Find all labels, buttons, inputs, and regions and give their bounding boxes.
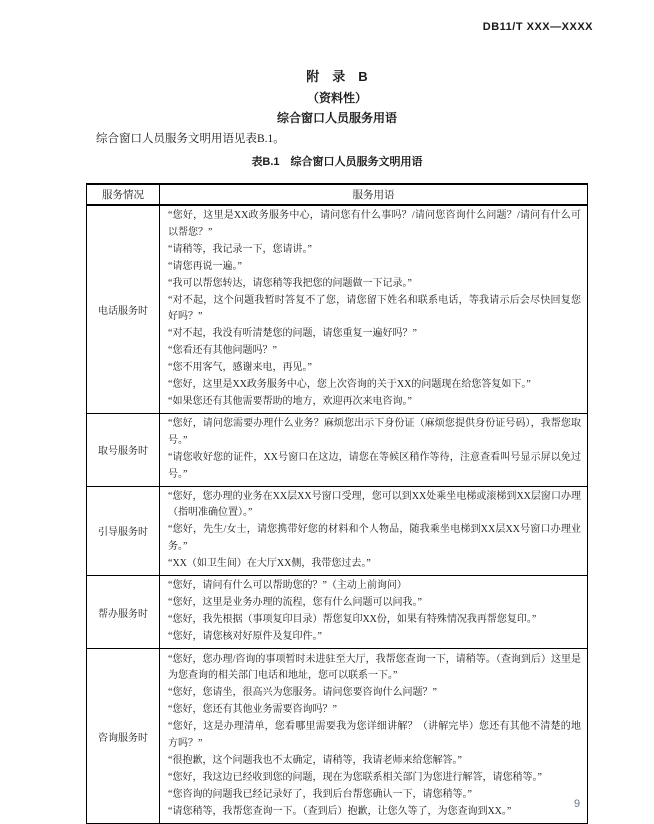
phrase-line: “您看还有其他问题吗？” [168,345,277,357]
phrases-cell [160,413,588,486]
phrase-line: “对不起，我没有听清楚您的问题，请您重复一遍好吗？” [168,328,417,340]
phrase-line: “您好，您请坐，很高兴为您服务。请问您要咨询什么问题？” [168,687,437,699]
phrases-cell [160,205,588,413]
phrase-line: “请您再说一遍。” [168,260,242,272]
table-row [87,205,588,413]
situation-cell: 电话服务时 [87,205,160,413]
column-header-phrases: 服务用语 [160,184,588,205]
table-row [87,576,588,649]
table-caption: 表B.1 综合窗口人员服务文明用语 [251,156,423,168]
table-row [87,486,588,576]
service-phrases-table [86,183,588,824]
page-number: 9 [574,798,581,810]
phrase-line: “您好，您办理的业务在XX层XX号窗口受理，您可以到XX处乘坐电梯或滚梯到XX层窗口办理（指明准确位置）。” [168,490,581,519]
table-row [87,649,588,824]
situation-cell: 取号服务时 [87,413,160,486]
phrase-line: “请稍等，我记录一下，您请讲。” [168,243,312,255]
standard-code-header: DB11/T XXX—XXXX [482,21,593,33]
situation-cell: 引导服务时 [87,486,160,576]
phrase-line: “您不用客气，感谢来电，再见。” [168,362,312,374]
situation-cell: 咨询服务时 [87,649,160,824]
phrase-line: “您好，先生/女士，请您携带好您的材料和个人物品，随我乘坐电梯到XX层XX号窗口办理业务。” [168,524,581,553]
phrase-line: “请您稍等，我帮您查询一下。（查到后）抱歉，让您久等了，为您查询到XX。” [168,805,512,817]
phrase-line: “很抱歉，这个问题我也不太确定，请稍等，我请老师来给您解答。” [168,754,462,766]
phrases-cell [160,649,588,824]
phrase-line: “您好，我先根据（事项复印目录）帮您复印XX份，如果有特殊情况我再帮您复印。” [168,614,537,626]
phrase-line: “您好，您办理/咨询的事项暂时未进驻至大厅，我帮您查询一下，请稍等。（查询到后）这里是为您查询的相关部门电话和地址，您可以联系一下。” [168,653,581,682]
table-header-row [87,184,588,205]
appendix-subtitle: （资料性） [306,91,367,105]
phrase-line: “您好，这里是业务办理的流程，您有什么问题可以问我。” [168,597,422,609]
table-row [87,413,588,486]
phrase-line: “您好，您还有其他业务需要咨询吗？” [168,704,337,716]
phrase-line: “您好，这里是XX政务服务中心，您上次咨询的关于XX的问题现在给您答复如下。” [168,379,531,391]
phrase-line: “您好，这里是XX政务服务中心，请问您有什么事吗？/请问您咨询什么问题？/请问有什么可以帮您？” [168,210,581,238]
phrase-line: “您好，我这边已经收到您的问题，现在为您联系相关部门为您进行解答，请您稍等。” [168,771,542,783]
situation-cell: 帮办服务时 [87,576,160,649]
phrase-line: “对不起，这个问题我暂时答复不了您，请您留下姓名和联系电话，等我请示后会尽快回复您好吗？” [168,294,581,323]
appendix-title-block [86,66,588,126]
intro-paragraph: 综合窗口人员服务文明用语见表B.1。 [96,133,285,145]
appendix-title: 附 录 B [306,69,368,84]
phrases-cell [160,576,588,649]
phrase-line: “您咨询的问题我已经记录好了，我到后台帮您确认一下，请您稍等。” [168,788,472,800]
phrase-line: “您好，请问您需要办理什么业务？麻烦您出示下身份证（麻烦您提供身份证号码），我帮您取号。” [168,417,581,446]
phrase-line: “您好，这是办理清单，您看哪里需要我为您详细讲解？（讲解完毕）您还有其他不清楚的地方吗？” [168,721,581,750]
phrase-line: “我可以帮您转达，请您稍等我把您的问题做一下记录。” [168,277,412,289]
phrase-line: “XX（如卫生间）在大厅XX侧，我带您过去。” [168,558,371,570]
phrase-line: “您好，请您核对好原件及复印件。” [168,630,322,642]
column-header-situation: 服务情况 [87,184,160,205]
phrase-line: “如果您还有其他需要帮助的地方，欢迎再次来电咨询。” [168,395,412,407]
phrase-line: “您好，请问有什么可以帮助您的？”（主动上前询问） [168,580,407,592]
phrases-cell [160,486,588,576]
phrase-line: “请您收好您的证件，XX号窗口在这边，请您在等候区稍作等待，注意查看叫号显示屏以免过号。” [168,451,581,480]
appendix-heading: 综合窗口人员服务用语 [276,111,397,125]
